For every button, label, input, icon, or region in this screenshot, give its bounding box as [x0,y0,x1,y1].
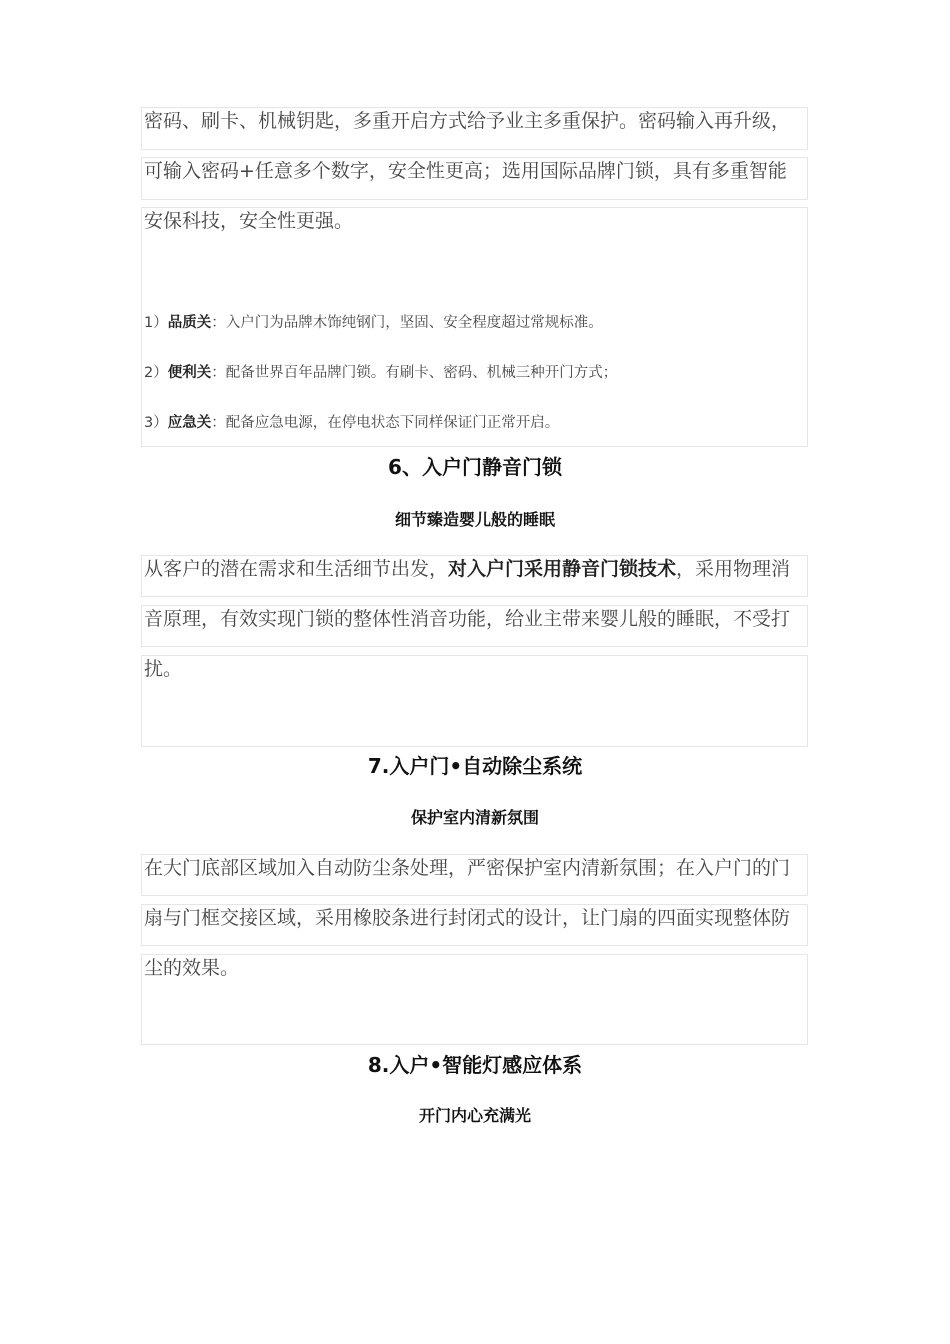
list-item-number: 2） [144,365,168,381]
paragraph-line: 可输入密码+任意多个数字，安全性更高；选用国际品牌门锁，具有多重智能 [144,160,787,182]
list-item-text: ：配备世界百年品牌门锁。有刷卡、密码、机械三种开门方式； [211,365,618,381]
emphasis-text: 对入户门采用静音门锁技术 [448,558,677,580]
list-item-number: 1） [144,315,168,331]
list-item-number: 3） [144,415,168,431]
text-run: ，采用物理消 [676,558,791,580]
text-block-frame [141,655,808,747]
list-item [144,313,603,333]
list-item-label: 品质关 [167,315,212,331]
paragraph-line: 在大门底部区域加入自动防尘条处理，严密保护室内清新氛围；在入户门的门 [144,857,791,879]
section-title: 6、入户门静音门锁 [388,455,562,479]
list-item [144,363,617,383]
list-item-text: ：入户门为品牌木饰纯钢门，坚固、安全程度超过常规标准。 [211,315,603,331]
list-item-text: ：配备应急电源，在停电状态下同样保证门正常开启。 [211,415,560,431]
paragraph-line: 尘的效果。 [144,957,240,979]
paragraph-line: 密码、刷卡、机械钥匙，多重开启方式给予业主多重保护。密码输入再升级， [144,110,791,132]
list-item-label: 便利关 [167,365,212,381]
list-item-label: 应急关 [167,415,212,431]
section-subtitle: 细节臻造婴儿般的睡眠 [394,510,555,529]
text-run: 从客户的潜在需求和生活细节出发， [144,558,449,580]
paragraph-line: 扰。 [144,658,183,680]
list-item [144,413,559,433]
section-subtitle: 开门内心充满光 [418,1106,531,1125]
section-subtitle: 保护室内清新氛围 [410,808,539,827]
paragraph-line: 扇与门框交接区域，采用橡胶条进行封闭式的设计，让门扇的四面实现整体防 [144,907,791,929]
paragraph-line: 安保科技，安全性更强。 [144,210,354,232]
paragraph-line [144,556,790,582]
text-block-frame [141,954,808,1045]
paragraph-line: 音原理，有效实现门锁的整体性消音功能，给业主带来婴儿般的睡眠，不受打 [144,608,791,630]
section-title: 8.入户•智能灯感应体系 [367,1053,583,1077]
section-title: 7.入户门•自动除尘系统 [367,754,583,778]
